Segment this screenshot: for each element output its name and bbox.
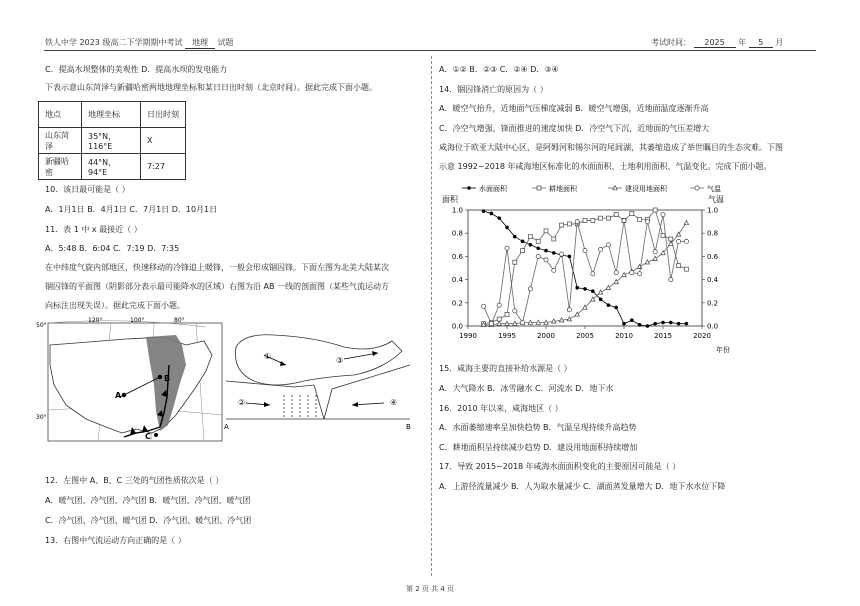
data-point-temp — [677, 239, 681, 243]
point-c-label: C — [145, 432, 151, 441]
y-tick-label-right: 0.2 — [707, 299, 719, 308]
data-point-temp — [505, 246, 509, 250]
y-tick-label: 0.8 — [451, 229, 463, 238]
time-year-unit: 年 — [738, 38, 747, 47]
data-point-farmland — [560, 223, 564, 227]
data-point-farmland — [497, 317, 501, 321]
coordinate-table — [38, 101, 186, 180]
data-point-farmland — [614, 213, 618, 217]
data-point-temp — [599, 247, 603, 251]
x-tick-label: 2005 — [576, 332, 594, 340]
table-intro: 下表示意山东菏泽与新疆哈密两地地理坐标和某日日出时刻（北京时间）。据此完成下面小题。 — [45, 83, 377, 92]
data-point-farmland — [536, 239, 540, 243]
aral-sea-chart — [440, 180, 740, 358]
data-point-water — [521, 240, 525, 244]
data-point-water — [467, 186, 471, 190]
data-point-farmland — [513, 260, 517, 264]
cross-section-diagram — [224, 325, 424, 431]
y-tick-label: 0.4 — [451, 276, 463, 285]
header-rule — [44, 50, 816, 51]
cloud-outline — [235, 335, 402, 385]
x-tick-label: 2015 — [654, 332, 672, 340]
data-point-temp — [482, 304, 486, 308]
data-point-temp — [661, 213, 665, 217]
data-point-temp — [669, 278, 673, 282]
data-point-temp — [536, 254, 540, 258]
data-point-temp — [614, 271, 618, 275]
data-point-water — [661, 321, 665, 325]
data-point-water — [599, 298, 603, 302]
data-point-builtup — [598, 290, 602, 294]
q14-stem: 14．锢囚锋消亡的原因为（ ） — [439, 85, 548, 94]
y-tick-label-right: 0.0 — [707, 322, 719, 331]
data-point-water — [638, 323, 642, 327]
q13-options: A．①② B．②③ C．②④ D．③④ — [439, 65, 559, 74]
q11-options: A．5:48 B．6:04 C．7:19 D．7:35 — [45, 244, 180, 253]
legend-label: 气温 — [707, 185, 721, 193]
data-point-water — [677, 322, 681, 326]
flow-label-3: ③ — [336, 356, 344, 365]
point-a-marker — [122, 393, 126, 397]
y-tick-label: 1.0 — [451, 206, 463, 215]
header-subject: 地理 — [185, 37, 215, 49]
table-header: 日出时刻 — [141, 102, 186, 128]
q14-options-ab: A．暖空气抬升，近地面气压梯度减弱 B．暖空气增强，近地面温度逐渐升高 — [439, 104, 709, 113]
data-point-temp — [591, 272, 595, 276]
data-point-temp — [606, 243, 610, 247]
data-point-builtup — [606, 285, 610, 289]
point-b-label: B — [164, 374, 171, 383]
data-point-temp — [552, 268, 556, 272]
time-month: 5 — [749, 38, 773, 48]
data-point-water — [685, 322, 689, 326]
table-cell: X — [141, 128, 186, 154]
data-point-water — [669, 321, 673, 325]
data-point-farmland — [677, 264, 681, 268]
q12-options-ab: A．暖气团、冷气团、冷气团 B．暖气团、冷气团、暖气团 — [45, 496, 251, 505]
exam-time — [651, 37, 783, 48]
section-b-label: B — [406, 423, 411, 431]
lat-30-label: 30° — [36, 414, 47, 421]
lon-120-label: 120° — [88, 317, 103, 324]
table-row — [39, 154, 186, 180]
q17-options: A．上游径流量减少 B．人为取水量减少 C．湖面蒸发量增大 D．地下水水位下降 — [439, 482, 726, 491]
data-point-farmland — [669, 237, 673, 241]
data-point-temp — [489, 322, 493, 326]
x-tick-label: 1995 — [498, 332, 516, 340]
data-point-farmland — [537, 186, 541, 190]
data-point-water — [513, 235, 517, 239]
lon-100-label: 100° — [130, 317, 145, 324]
q16-options-cd: C．耕地面积呈持续减少趋势 D．建设用地面积持续增加 — [439, 443, 638, 452]
data-point-water — [575, 286, 579, 290]
arrowhead — [352, 402, 358, 407]
data-point-water — [552, 251, 556, 255]
point-c-marker — [154, 433, 158, 437]
time-month-unit: 月 — [775, 38, 784, 47]
data-point-farmland — [591, 218, 595, 222]
data-point-water — [529, 243, 533, 247]
data-point-temp — [544, 258, 548, 262]
q12-stem: 12．左图中 A、B、C 三处的气团性质依次是（ ） — [45, 476, 224, 485]
column-divider — [431, 56, 432, 576]
lat-50-label: 50° — [36, 322, 47, 329]
y-tick-label: 0.6 — [451, 252, 463, 261]
data-point-farmland — [606, 216, 610, 220]
point-b-marker — [158, 375, 162, 379]
q13-stem: 13．右图中气流运动方向正确的是（ ） — [45, 536, 186, 545]
q10-options: A．1月1日 B．4月1日 C．7月1日 D．10月1日 — [45, 205, 218, 214]
table-header: 地点 — [39, 102, 82, 128]
data-point-water — [622, 322, 626, 326]
q15-stem: 15．咸海主要的直接补给水源是（ ） — [439, 364, 572, 373]
data-point-temp — [622, 218, 626, 222]
table-cell: 35°N，116°E — [82, 128, 141, 154]
q16-stem: 16．2010 年以来，咸海地区（ ） — [439, 404, 563, 413]
data-point-water — [568, 255, 572, 259]
data-point-temp — [695, 186, 699, 190]
chart-xlabel: 年份 — [716, 346, 730, 354]
y-tick-label-right: 0.6 — [707, 252, 719, 261]
x-tick-label: 2010 — [615, 332, 633, 340]
passage-aral-1: 咸海位于欧亚大陆中心区，是阿姆河和锡尔河的尾闾湖，其萎缩造成了举世瞩目的生态灾难。下图 — [439, 143, 783, 152]
table-header: 地理坐标 — [82, 102, 141, 128]
flow-label-2: ② — [238, 398, 246, 407]
data-point-temp — [497, 303, 501, 307]
data-point-temp — [575, 220, 579, 224]
data-point-farmland — [661, 234, 665, 238]
table-cell: 新疆哈密 — [39, 154, 82, 180]
data-point-farmland — [630, 211, 634, 215]
passage-occlusion-2: 锢囚锋的平面图（阴影部分表示最可能降水的区域）右图为沿 AB 一线的剖面图（某些气流运动方 — [45, 282, 390, 291]
data-point-temp — [653, 250, 657, 254]
data-point-water — [583, 287, 587, 291]
x-tick-label: 1990 — [459, 332, 477, 340]
data-point-farmland — [528, 235, 532, 239]
data-point-water — [653, 322, 657, 326]
data-point-temp — [513, 309, 517, 313]
data-point-water — [536, 246, 540, 250]
y-tick-label-right: 0.8 — [707, 229, 719, 238]
section-a-label: A — [224, 423, 229, 431]
occluded-front-map — [36, 315, 224, 443]
y-tick-label-right: 1.0 — [707, 206, 719, 215]
flow-label-1: ① — [264, 352, 272, 361]
q16-options-ab: A．水面萎缩速率呈加快趋势 B．气温呈现持续升高趋势 — [439, 423, 637, 432]
table-header-row — [39, 102, 186, 128]
exam-header — [45, 37, 234, 49]
legend-label: 水面面积 — [479, 185, 507, 193]
data-point-temp — [521, 320, 525, 324]
table-cell: 44°N，94°E — [82, 154, 141, 180]
chart-legend — [462, 184, 721, 193]
header-suffix: 试题 — [217, 38, 234, 47]
data-point-builtup — [567, 317, 571, 321]
data-point-water — [490, 212, 494, 216]
data-point-farmland — [684, 267, 688, 271]
data-point-water — [505, 226, 509, 230]
data-point-water — [614, 306, 618, 310]
y-tick-label: 0.2 — [451, 299, 463, 308]
passage-aral-2: 示意 1992~2018 年咸海地区标准化的水面面积、土地利用面积、气温变化。完成下面小题。 — [439, 162, 772, 171]
q17-stem: 17．导致 2015~2018 年咸海水面面积变化的主要原因可能是（ ） — [439, 462, 681, 471]
x-tick-label: 2000 — [537, 332, 555, 340]
data-point-water — [497, 216, 501, 220]
data-point-water — [544, 249, 548, 253]
arrowhead — [264, 402, 270, 407]
data-point-farmland — [567, 222, 571, 226]
data-point-temp — [583, 249, 587, 253]
data-point-farmland — [583, 218, 587, 222]
data-point-temp — [560, 252, 564, 256]
time-year: 2025 — [694, 38, 736, 48]
data-point-temp — [684, 239, 688, 243]
point-a-label: A — [115, 391, 122, 400]
data-point-temp — [645, 220, 649, 224]
time-label: 考试时间： — [651, 38, 691, 47]
data-point-farmland — [521, 249, 525, 253]
chart-ylabel-left: 面积 — [442, 195, 458, 204]
page-footer: 第 2 页 共 4 页 — [405, 585, 455, 593]
lon-80-label: 80° — [174, 317, 185, 324]
header-title: 铁人中学 2023 级高二下学期期中考试 — [45, 38, 183, 47]
data-point-temp — [630, 271, 634, 275]
data-point-builtup — [653, 256, 657, 260]
data-point-builtup — [684, 220, 688, 224]
data-point-farmland — [599, 216, 603, 220]
data-point-water — [607, 303, 611, 307]
data-point-farmland — [505, 312, 509, 316]
q9-options-cd: C．提高水坝整体的美观性 D．提高水坝的发电能力 — [45, 65, 228, 74]
data-point-temp — [638, 272, 642, 276]
table-cell: 7:27 — [141, 154, 186, 180]
flow-label-4: ④ — [390, 398, 398, 407]
data-point-farmland — [544, 229, 548, 233]
q10-stem: 10．该日最可能是（ ） — [45, 185, 130, 194]
passage-occlusion-1: 在中纬度气旋内部地区，快速移动的冷锋追上暖锋，一般会形成锢囚锋。下面左图为北美大陆某次 — [45, 263, 389, 272]
chart-ylabel-right: 气温 — [708, 195, 724, 204]
data-point-farmland — [552, 237, 556, 241]
table-cell: 山东菏泽 — [39, 128, 82, 154]
passage-occlusion-3: 向标注出现失误）。据此完成下面小题。 — [45, 301, 185, 310]
table-row — [39, 128, 186, 154]
y-tick-label: 0.0 — [451, 322, 463, 331]
data-point-farmland — [653, 208, 657, 212]
y-tick-label-right: 0.4 — [707, 276, 719, 285]
data-point-farmland — [638, 217, 642, 221]
q15-options: A．大气降水 B．冰雪融水 C．河流水 D．地下水 — [439, 384, 614, 393]
q12-options-cd: C．冷气团、冷气团、暖气团 D．冷气团、暖气团、冷气团 — [45, 516, 252, 525]
data-point-water — [630, 318, 634, 322]
data-point-water — [646, 324, 650, 328]
q11-stem: 11．表 1 中 x 最接近（ ） — [45, 225, 142, 234]
data-point-water — [482, 209, 486, 213]
data-point-water — [591, 289, 595, 293]
data-point-temp — [528, 287, 532, 291]
x-tick-label: 2020 — [693, 332, 711, 340]
legend-label: 建设用地面积 — [625, 185, 667, 193]
legend-label: 耕地面积 — [549, 185, 577, 193]
q14-options-cd: C．冷空气增强，锋面推进的速度加快 D．冷空气下沉，近地面的气压差增大 — [439, 124, 710, 133]
data-point-temp — [567, 308, 571, 312]
